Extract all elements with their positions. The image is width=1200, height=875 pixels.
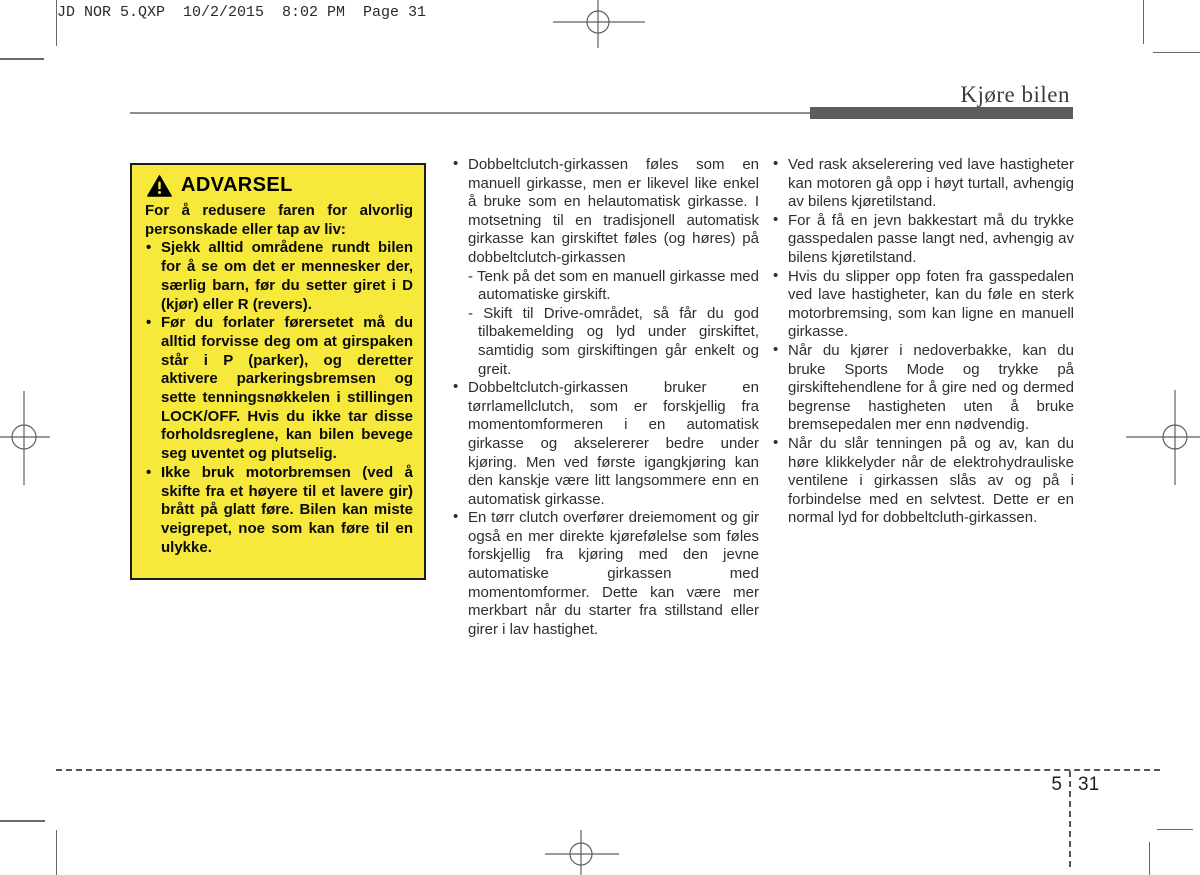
warning-box: [130, 163, 426, 580]
section-number: 5: [1051, 774, 1062, 795]
crop-mark-top-right-horizontal: [1153, 52, 1200, 53]
list-item: • Når du kjører i nedoverbakke, kan du bruke Sports Mode og trykke på girskiftehendlene for å gire ned og dermed begrense hastigheten uten å bruke bremsepedalen mer enn nødvendig.: [772, 342, 1074, 435]
footer-dashed-divider: [1069, 771, 1071, 867]
warning-list-item: • Sjekk alltid områdene rundt bilen for å se om det er mennesker der, særlig barn, før du setter giret i D (kjør) eller R (revers).: [145, 239, 413, 314]
warning-list: [145, 239, 413, 557]
list-item: • En tørr clutch overfører dreiemoment og gir også en mer direkte kjørefølelse som føles forskjellig fra kjøring med den jevne automatiske girkassen med momentomformer. Dette kan være mer merkbart når du starter fra stillstand eller girer i lav hastighet.: [452, 509, 759, 639]
crop-mark-bottom-right-vertical: [1149, 842, 1150, 875]
footer-dashed-rule: [56, 769, 1160, 771]
warning-list-item: • Ikke bruk motorbremsen (ved å skifte fra et høyere til et lavere gir) brått på glatt føre. Bilen kan miste veigrepet, noe som kan føre til en ulykke.: [145, 464, 413, 558]
warning-title: ADVARSEL: [181, 174, 293, 196]
sub-list-item: - Skift til Drive-området, så får du god tilbakemelding og lyd under girskiftet, samtidig som girskiftingen går enkelt og greit.: [468, 304, 759, 378]
page-title: Kjøre bilen: [960, 82, 1070, 107]
right-list: [772, 156, 1074, 528]
warning-list-item: • Før du forlater førersetet må du alltid forvisse deg om at girspaken står i P (parker), og deretter aktivere parkeringsbremsen og sette tenningsnøkkelen i stillingen LOCK/OFF. Hvis du ikke tar disse forholdsreglene, kan bilen bevege seg uventet og plutselig.: [145, 314, 413, 464]
list-item: • Når du slår tenningen på og av, kan du høre klikkelyder når de elektrohydrauliske ventilene i girkassen slås av og på i forbindelse med en selvtest. Dette er en normal lyd for dobbeltcluth-girkassen.: [772, 435, 1074, 528]
warning-header: [147, 174, 413, 197]
registration-mark-top-center: [553, 0, 645, 48]
crop-mark-top-right-vertical: [1143, 0, 1144, 44]
warning-intro: For å redusere faren for alvorlig personskade eller tap av liv:: [145, 202, 413, 238]
crop-mark-bottom-right-horizontal: [1157, 829, 1193, 830]
list-item: • Dobbeltclutch-girkassen bruker en tørrlamellclutch, som er forskjellig fra momentomformeren i en automatisk girkasse og akselererer bedre under kjøring. Men ved første igangkjøring kan den kanskje være litt langsommere enn en automatisk girkasse.: [452, 379, 759, 509]
column-right: [772, 156, 1074, 528]
registration-mark-right-middle: [1126, 390, 1200, 485]
title-rule-thin: [130, 112, 812, 114]
list-item: • Ved rask akselerering ved lave hastigheter kan motoren gå opp i høyt turtall, avhengig av bilens kjøretilstand.: [772, 156, 1074, 212]
list-item: • Hvis du slipper opp foten fra gasspedalen ved lave hastigheter, kan du føle en sterk motorbremsing, som kan ligne en manuell girkasse.: [772, 268, 1074, 342]
column-middle: [452, 156, 759, 639]
print-header-slug: JD NOR 5.QXP 10/2/2015 8:02 PM Page 31: [57, 4, 427, 21]
list-item: • For å få en jevn bakkestart må du trykke gasspedalen passe langt ned, avhengig av bilens kjøretilstand.: [772, 212, 1074, 268]
title-rule-bar: [810, 107, 1073, 119]
page-number: 31: [1078, 774, 1100, 795]
crop-mark-bottom-left-vertical: [56, 830, 57, 875]
list-item-text: Dobbeltclutch-girkassen føles som en manuell girkasse, men er likevel like enkel å bruke som en helautomatisk girkasse. I motsetning til en tradisjonell automatisk girkasse kan girskiftet føles (og høres) på dobbeltclutch-girkassen: [468, 156, 759, 266]
middle-list: [452, 156, 759, 639]
warning-triangle-icon: [147, 175, 172, 197]
list-item: [452, 156, 759, 379]
registration-mark-left-middle: [0, 391, 50, 485]
crop-mark-top-left-vertical: [56, 0, 57, 46]
sub-list-item: - Tenk på det som en manuell girkasse med automatiske girskift.: [468, 267, 759, 304]
crop-mark-top-left-horizontal: [0, 58, 44, 60]
registration-mark-bottom-center: [545, 830, 619, 875]
crop-mark-bottom-left-horizontal: [0, 820, 45, 822]
